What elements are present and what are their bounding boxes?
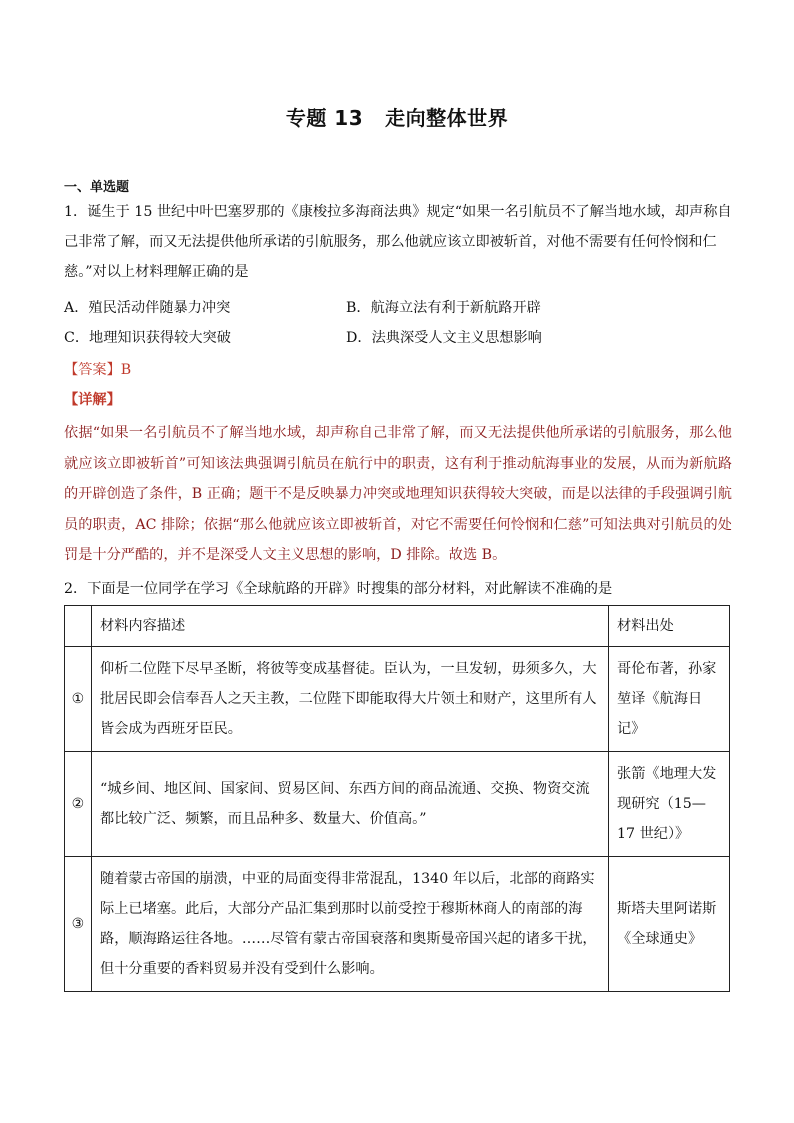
option-d: D．法典深受人文主义思想影响 [346,330,542,346]
option-a: A．殖民活动伴随暴力冲突 [64,300,231,316]
answer-label: 【答案】B [64,362,132,378]
table-header-desc: 材料内容描述 [92,606,609,647]
row-description: 仰析二位陛下尽早圣断，将彼等变成基督徒。臣认为，一旦发轫，毋须多久，大批居民即会信奉吾人之天主教，二位陛下即能取得大片领土和财产，这里所有人皆会成为西班牙臣民。 [92,647,609,752]
row-source: 哥伦布著，孙家堃译《航海日记》 [609,647,730,752]
table-header-row [65,606,730,647]
option-b: B．航海立法有利于新航路开辟 [346,300,541,316]
title-main: 走向整体世界 [385,106,509,130]
row-number: ① [65,647,92,752]
detail-label: 【详解】 [64,392,121,408]
row-source: 张箭《地理大发现研究（15—17 世纪）》 [609,752,730,857]
table-header-src: 材料出处 [609,606,730,647]
page-title [0,102,794,131]
title-prefix: 专题 13 [285,106,364,130]
option-c: C．地理知识获得较大突破 [64,330,231,346]
row-number: ② [65,752,92,857]
row-number: ③ [65,857,92,992]
row-description: 随着蒙古帝国的崩溃，中亚的局面变得非常混乱，1340 年以后，北部的商路实际上已堵塞。此后，大部分产品汇集到那时以前受控于穆斯林商人的南部的海路，顺海路运往各地。……尽管有蒙古帝国衰落和奥斯曼帝国兴起的诸多干扰，但十分重要的香料贸易并没有受到什么影响。 [92,857,609,992]
detail-text: 依据“如果一名引航员不了解当地水域，却声称自己非常了解，而又无法提供他所承诺的引航服务，那么他就应该立即被斩首”可知该法典强调引航员在航行中的职责，这有利于推动航海事业的发展，从而为新航路的开辟创造了条件，B 正确；题干不是反映暴力冲突或地理知识获得较大突破，而是以法律的手段强调引航员的职责，AC 排除；依据“那么他就应该立即被斩首，对它不需要任何怜悯和仁慈”可知法典对引航员的处罚是十分严酷的，并不是深受人文主义思想的影响，D 排除。故选 B。 [64,425,732,563]
table-header-num [65,606,92,647]
material-table [64,605,730,992]
row-description: “城乡间、地区间、国家间、贸易区间、东西方间的商品流通、交换、物资交流都比较广泛、频繁，而且品种多、数量大、价值高。” [92,752,609,857]
table-row [65,857,730,992]
row-source: 斯塔夫里阿诺斯《全球通史》 [609,857,730,992]
section-heading: 一、单选题 [64,180,130,195]
question-1-stem: 1．诞生于 15 世纪中叶巴塞罗那的《康梭拉多海商法典》规定“如果一名引航员不了解当地水域，却声称自己非常了解，而又无法提供他所承诺的引航服务，那么他就应该立即被斩首，对他不需要有任何怜悯和仁慈。”对以上材料理解正确的是 [64,204,732,280]
options-row-1 [64,293,732,323]
question-2-stem: 2．下面是一位同学在学习《全球航路的开辟》时搜集的部分材料，对此解读不准确的是 [64,581,613,597]
table-row [65,752,730,857]
options-row-2 [64,323,732,353]
table-row [65,647,730,752]
